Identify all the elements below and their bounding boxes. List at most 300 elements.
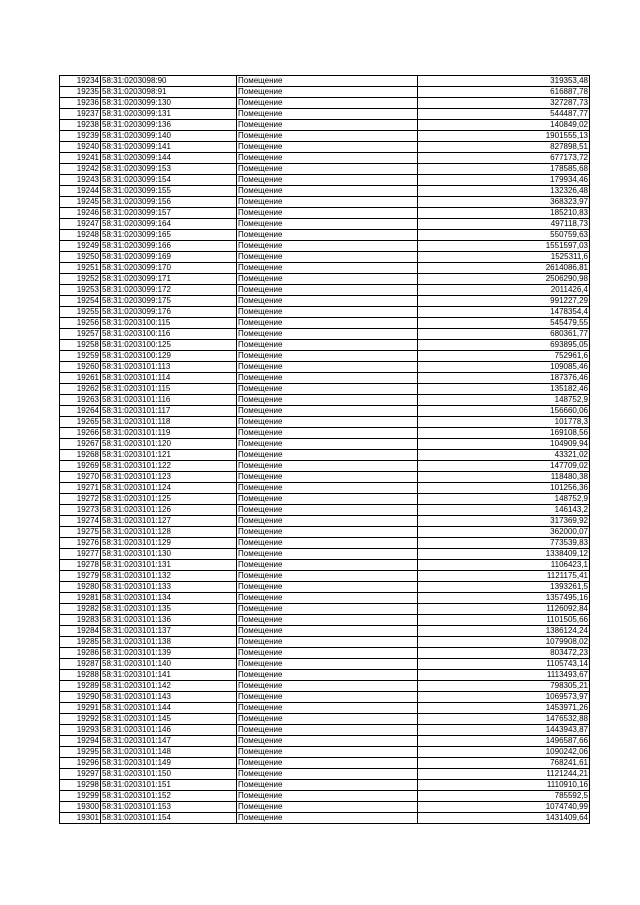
row-number-cell: 19275 xyxy=(60,527,101,538)
row-number-cell: 19248 xyxy=(60,230,101,241)
value-cell: 187376,46 xyxy=(418,373,590,384)
table-row xyxy=(60,604,590,615)
value-cell: 109085,46 xyxy=(418,362,590,373)
table-row xyxy=(60,208,590,219)
table-row xyxy=(60,252,590,263)
cadastral-number-cell: 58:31:0203101:130 xyxy=(101,549,237,560)
table-row xyxy=(60,516,590,527)
table-row xyxy=(60,703,590,714)
cadastral-number-cell: 58:31:0203101:154 xyxy=(101,813,237,824)
row-number-cell: 19264 xyxy=(60,406,101,417)
value-cell: 2506290,98 xyxy=(418,274,590,285)
object-type-cell: Помещение xyxy=(237,571,418,582)
table-row xyxy=(60,626,590,637)
object-type-cell: Помещение xyxy=(237,164,418,175)
cadastral-number-cell: 58:31:0203099:170 xyxy=(101,263,237,274)
value-cell: 1338409,12 xyxy=(418,549,590,560)
table-row xyxy=(60,714,590,725)
value-cell: 1478354,4 xyxy=(418,307,590,318)
value-cell: 798305,21 xyxy=(418,681,590,692)
object-type-cell: Помещение xyxy=(237,681,418,692)
cadastral-number-cell: 58:31:0203100:129 xyxy=(101,351,237,362)
object-type-cell: Помещение xyxy=(237,703,418,714)
data-table xyxy=(59,75,590,824)
table-row xyxy=(60,505,590,516)
object-type-cell: Помещение xyxy=(237,670,418,681)
row-number-cell: 19293 xyxy=(60,725,101,736)
cadastral-number-cell: 58:31:0203101:137 xyxy=(101,626,237,637)
object-type-cell: Помещение xyxy=(237,769,418,780)
cadastral-number-cell: 58:31:0203101:128 xyxy=(101,527,237,538)
cadastral-number-cell: 58:31:0203098:91 xyxy=(101,87,237,98)
value-cell: 768241,61 xyxy=(418,758,590,769)
table-row xyxy=(60,483,590,494)
row-number-cell: 19240 xyxy=(60,142,101,153)
table-row xyxy=(60,307,590,318)
object-type-cell: Помещение xyxy=(237,714,418,725)
object-type-cell: Помещение xyxy=(237,307,418,318)
value-cell: 1901555,13 xyxy=(418,131,590,142)
object-type-cell: Помещение xyxy=(237,736,418,747)
value-cell: 803472,23 xyxy=(418,648,590,659)
cadastral-number-cell: 58:31:0203101:134 xyxy=(101,593,237,604)
object-type-cell: Помещение xyxy=(237,439,418,450)
value-cell: 132326,48 xyxy=(418,186,590,197)
object-type-cell: Помещение xyxy=(237,296,418,307)
object-type-cell: Помещение xyxy=(237,274,418,285)
cadastral-number-cell: 58:31:0203101:120 xyxy=(101,439,237,450)
value-cell: 156660,06 xyxy=(418,406,590,417)
value-cell: 1431409,64 xyxy=(418,813,590,824)
value-cell: 1525311,6 xyxy=(418,252,590,263)
table-row xyxy=(60,230,590,241)
cadastral-number-cell: 58:31:0203098:90 xyxy=(101,76,237,87)
row-number-cell: 19254 xyxy=(60,296,101,307)
row-number-cell: 19297 xyxy=(60,769,101,780)
row-number-cell: 19280 xyxy=(60,582,101,593)
cadastral-number-cell: 58:31:0203101:144 xyxy=(101,703,237,714)
value-cell: 104909,94 xyxy=(418,439,590,450)
value-cell: 616887,78 xyxy=(418,87,590,98)
object-type-cell: Помещение xyxy=(237,329,418,340)
table-row xyxy=(60,527,590,538)
table-row xyxy=(60,373,590,384)
cadastral-number-cell: 58:31:0203099:157 xyxy=(101,208,237,219)
row-number-cell: 19292 xyxy=(60,714,101,725)
row-number-cell: 19245 xyxy=(60,197,101,208)
cadastral-number-cell: 58:31:0203099:154 xyxy=(101,175,237,186)
cadastral-number-cell: 58:31:0203099:171 xyxy=(101,274,237,285)
value-cell: 693895,05 xyxy=(418,340,590,351)
row-number-cell: 19288 xyxy=(60,670,101,681)
table-row xyxy=(60,549,590,560)
table-row xyxy=(60,813,590,824)
value-cell: 1443943,87 xyxy=(418,725,590,736)
cadastral-number-cell: 58:31:0203099:164 xyxy=(101,219,237,230)
object-type-cell: Помещение xyxy=(237,604,418,615)
object-type-cell: Помещение xyxy=(237,747,418,758)
table-row xyxy=(60,725,590,736)
value-cell: 327287,73 xyxy=(418,98,590,109)
value-cell: 785592,5 xyxy=(418,791,590,802)
table-row xyxy=(60,296,590,307)
cadastral-number-cell: 58:31:0203101:153 xyxy=(101,802,237,813)
cadastral-number-cell: 58:31:0203101:139 xyxy=(101,648,237,659)
value-cell: 1126092,84 xyxy=(418,604,590,615)
cadastral-number-cell: 58:31:0203099:144 xyxy=(101,153,237,164)
table-body xyxy=(60,76,590,824)
cadastral-number-cell: 58:31:0203101:136 xyxy=(101,615,237,626)
object-type-cell: Помещение xyxy=(237,494,418,505)
row-number-cell: 19238 xyxy=(60,120,101,131)
object-type-cell: Помещение xyxy=(237,252,418,263)
value-cell: 368323,97 xyxy=(418,197,590,208)
cadastral-number-cell: 58:31:0203101:149 xyxy=(101,758,237,769)
value-cell: 1357495,16 xyxy=(418,593,590,604)
value-cell: 178585,68 xyxy=(418,164,590,175)
value-cell: 169108,56 xyxy=(418,428,590,439)
table-row xyxy=(60,593,590,604)
table-row xyxy=(60,142,590,153)
object-type-cell: Помещение xyxy=(237,351,418,362)
cadastral-number-cell: 58:31:0203101:135 xyxy=(101,604,237,615)
table-row xyxy=(60,120,590,131)
object-type-cell: Помещение xyxy=(237,230,418,241)
row-number-cell: 19253 xyxy=(60,285,101,296)
table-row xyxy=(60,582,590,593)
table-row xyxy=(60,98,590,109)
object-type-cell: Помещение xyxy=(237,428,418,439)
object-type-cell: Помещение xyxy=(237,483,418,494)
object-type-cell: Помещение xyxy=(237,549,418,560)
cadastral-number-cell: 58:31:0203099:169 xyxy=(101,252,237,263)
object-type-cell: Помещение xyxy=(237,241,418,252)
table-row xyxy=(60,648,590,659)
cadastral-number-cell: 58:31:0203101:143 xyxy=(101,692,237,703)
cadastral-number-cell: 58:31:0203101:131 xyxy=(101,560,237,571)
table-row xyxy=(60,758,590,769)
value-cell: 677173,72 xyxy=(418,153,590,164)
row-number-cell: 19296 xyxy=(60,758,101,769)
cadastral-number-cell: 58:31:0203099:165 xyxy=(101,230,237,241)
cadastral-number-cell: 58:31:0203101:150 xyxy=(101,769,237,780)
table-row xyxy=(60,736,590,747)
value-cell: 1074740,99 xyxy=(418,802,590,813)
table-row xyxy=(60,131,590,142)
row-number-cell: 19283 xyxy=(60,615,101,626)
row-number-cell: 19300 xyxy=(60,802,101,813)
cadastral-number-cell: 58:31:0203100:125 xyxy=(101,340,237,351)
cadastral-number-cell: 58:31:0203101:114 xyxy=(101,373,237,384)
object-type-cell: Помещение xyxy=(237,318,418,329)
cadastral-number-cell: 58:31:0203101:115 xyxy=(101,384,237,395)
cadastral-number-cell: 58:31:0203101:142 xyxy=(101,681,237,692)
table-row xyxy=(60,87,590,98)
table-row xyxy=(60,670,590,681)
row-number-cell: 19272 xyxy=(60,494,101,505)
object-type-cell: Помещение xyxy=(237,527,418,538)
table-row xyxy=(60,263,590,274)
cadastral-number-cell: 58:31:0203099:156 xyxy=(101,197,237,208)
row-number-cell: 19267 xyxy=(60,439,101,450)
table-row xyxy=(60,362,590,373)
object-type-cell: Помещение xyxy=(237,505,418,516)
cadastral-number-cell: 58:31:0203101:121 xyxy=(101,450,237,461)
cadastral-number-cell: 58:31:0203101:119 xyxy=(101,428,237,439)
object-type-cell: Помещение xyxy=(237,406,418,417)
row-number-cell: 19279 xyxy=(60,571,101,582)
cadastral-number-cell: 58:31:0203101:133 xyxy=(101,582,237,593)
row-number-cell: 19261 xyxy=(60,373,101,384)
table-row xyxy=(60,769,590,780)
object-type-cell: Помещение xyxy=(237,417,418,428)
object-type-cell: Помещение xyxy=(237,208,418,219)
object-type-cell: Помещение xyxy=(237,131,418,142)
value-cell: 680361,77 xyxy=(418,329,590,340)
object-type-cell: Помещение xyxy=(237,593,418,604)
row-number-cell: 19255 xyxy=(60,307,101,318)
value-cell: 1106423,1 xyxy=(418,560,590,571)
cadastral-number-cell: 58:31:0203099:131 xyxy=(101,109,237,120)
cadastral-number-cell: 58:31:0203101:147 xyxy=(101,736,237,747)
table-row xyxy=(60,340,590,351)
object-type-cell: Помещение xyxy=(237,362,418,373)
row-number-cell: 19257 xyxy=(60,329,101,340)
table-row xyxy=(60,406,590,417)
row-number-cell: 19284 xyxy=(60,626,101,637)
value-cell: 991227,29 xyxy=(418,296,590,307)
object-type-cell: Помещение xyxy=(237,263,418,274)
value-cell: 1121175,41 xyxy=(418,571,590,582)
value-cell: 317369,92 xyxy=(418,516,590,527)
cadastral-number-cell: 58:31:0203101:122 xyxy=(101,461,237,472)
table-row xyxy=(60,186,590,197)
object-type-cell: Помещение xyxy=(237,582,418,593)
table-row xyxy=(60,109,590,120)
cadastral-number-cell: 58:31:0203099:136 xyxy=(101,120,237,131)
row-number-cell: 19287 xyxy=(60,659,101,670)
object-type-cell: Помещение xyxy=(237,450,418,461)
cadastral-number-cell: 58:31:0203101:126 xyxy=(101,505,237,516)
object-type-cell: Помещение xyxy=(237,186,418,197)
cadastral-number-cell: 58:31:0203101:145 xyxy=(101,714,237,725)
object-type-cell: Помещение xyxy=(237,560,418,571)
row-number-cell: 19266 xyxy=(60,428,101,439)
object-type-cell: Помещение xyxy=(237,813,418,824)
value-cell: 118480,38 xyxy=(418,472,590,483)
row-number-cell: 19246 xyxy=(60,208,101,219)
row-number-cell: 19234 xyxy=(60,76,101,87)
row-number-cell: 19262 xyxy=(60,384,101,395)
cadastral-number-cell: 58:31:0203101:116 xyxy=(101,395,237,406)
row-number-cell: 19270 xyxy=(60,472,101,483)
table-row xyxy=(60,472,590,483)
row-number-cell: 19271 xyxy=(60,483,101,494)
row-number-cell: 19241 xyxy=(60,153,101,164)
table-row xyxy=(60,747,590,758)
value-cell: 1386124,24 xyxy=(418,626,590,637)
object-type-cell: Помещение xyxy=(237,626,418,637)
row-number-cell: 19268 xyxy=(60,450,101,461)
table-row xyxy=(60,659,590,670)
row-number-cell: 19263 xyxy=(60,395,101,406)
object-type-cell: Помещение xyxy=(237,285,418,296)
value-cell: 1105743,14 xyxy=(418,659,590,670)
table-row xyxy=(60,395,590,406)
table-row xyxy=(60,560,590,571)
cadastral-number-cell: 58:31:0203099:166 xyxy=(101,241,237,252)
table-row xyxy=(60,318,590,329)
row-number-cell: 19239 xyxy=(60,131,101,142)
table-row xyxy=(60,461,590,472)
cadastral-number-cell: 58:31:0203101:129 xyxy=(101,538,237,549)
row-number-cell: 19276 xyxy=(60,538,101,549)
object-type-cell: Помещение xyxy=(237,384,418,395)
object-type-cell: Помещение xyxy=(237,98,418,109)
row-number-cell: 19259 xyxy=(60,351,101,362)
row-number-cell: 19243 xyxy=(60,175,101,186)
value-cell: 1079908,02 xyxy=(418,637,590,648)
table-row xyxy=(60,329,590,340)
value-cell: 101778,3 xyxy=(418,417,590,428)
object-type-cell: Помещение xyxy=(237,725,418,736)
row-number-cell: 19277 xyxy=(60,549,101,560)
object-type-cell: Помещение xyxy=(237,802,418,813)
cadastral-number-cell: 58:31:0203101:124 xyxy=(101,483,237,494)
value-cell: 545479,55 xyxy=(418,318,590,329)
table-row xyxy=(60,428,590,439)
object-type-cell: Помещение xyxy=(237,153,418,164)
row-number-cell: 19286 xyxy=(60,648,101,659)
table-row xyxy=(60,571,590,582)
row-number-cell: 19290 xyxy=(60,692,101,703)
table-row xyxy=(60,351,590,362)
value-cell: 1113493,67 xyxy=(418,670,590,681)
row-number-cell: 19282 xyxy=(60,604,101,615)
cadastral-number-cell: 58:31:0203101:123 xyxy=(101,472,237,483)
row-number-cell: 19247 xyxy=(60,219,101,230)
row-number-cell: 19237 xyxy=(60,109,101,120)
object-type-cell: Помещение xyxy=(237,461,418,472)
table-row xyxy=(60,274,590,285)
object-type-cell: Помещение xyxy=(237,637,418,648)
row-number-cell: 19258 xyxy=(60,340,101,351)
row-number-cell: 19269 xyxy=(60,461,101,472)
row-number-cell: 19256 xyxy=(60,318,101,329)
value-cell: 140849,02 xyxy=(418,120,590,131)
value-cell: 544487,77 xyxy=(418,109,590,120)
value-cell: 752961,6 xyxy=(418,351,590,362)
row-number-cell: 19274 xyxy=(60,516,101,527)
row-number-cell: 19265 xyxy=(60,417,101,428)
value-cell: 1551597,03 xyxy=(418,241,590,252)
table-row xyxy=(60,692,590,703)
table-row xyxy=(60,494,590,505)
value-cell: 827898,51 xyxy=(418,142,590,153)
object-type-cell: Помещение xyxy=(237,615,418,626)
table-row xyxy=(60,681,590,692)
cadastral-number-cell: 58:31:0203101:117 xyxy=(101,406,237,417)
table-row xyxy=(60,450,590,461)
value-cell: 1110910,16 xyxy=(418,780,590,791)
object-type-cell: Помещение xyxy=(237,395,418,406)
object-type-cell: Помещение xyxy=(237,780,418,791)
value-cell: 179934,46 xyxy=(418,175,590,186)
object-type-cell: Помещение xyxy=(237,142,418,153)
value-cell: 101256,36 xyxy=(418,483,590,494)
table-row xyxy=(60,197,590,208)
row-number-cell: 19281 xyxy=(60,593,101,604)
row-number-cell: 19289 xyxy=(60,681,101,692)
table-row xyxy=(60,615,590,626)
table-row xyxy=(60,538,590,549)
value-cell: 135182,46 xyxy=(418,384,590,395)
object-type-cell: Помещение xyxy=(237,791,418,802)
object-type-cell: Помещение xyxy=(237,120,418,131)
cadastral-number-cell: 58:31:0203101:152 xyxy=(101,791,237,802)
cadastral-number-cell: 58:31:0203101:140 xyxy=(101,659,237,670)
cadastral-number-cell: 58:31:0203099:153 xyxy=(101,164,237,175)
cadastral-number-cell: 58:31:0203099:130 xyxy=(101,98,237,109)
value-cell: 1496587,66 xyxy=(418,736,590,747)
table-row xyxy=(60,285,590,296)
row-number-cell: 19301 xyxy=(60,813,101,824)
value-cell: 148752,9 xyxy=(418,395,590,406)
value-cell: 146143,2 xyxy=(418,505,590,516)
object-type-cell: Помещение xyxy=(237,516,418,527)
cadastral-number-cell: 58:31:0203101:118 xyxy=(101,417,237,428)
row-number-cell: 19299 xyxy=(60,791,101,802)
table-row xyxy=(60,175,590,186)
value-cell: 185210,83 xyxy=(418,208,590,219)
row-number-cell: 19235 xyxy=(60,87,101,98)
cadastral-number-cell: 58:31:0203100:115 xyxy=(101,318,237,329)
object-type-cell: Помещение xyxy=(237,659,418,670)
object-type-cell: Помещение xyxy=(237,197,418,208)
row-number-cell: 19250 xyxy=(60,252,101,263)
table-row xyxy=(60,384,590,395)
table-row xyxy=(60,219,590,230)
row-number-cell: 19242 xyxy=(60,164,101,175)
object-type-cell: Помещение xyxy=(237,87,418,98)
row-number-cell: 19260 xyxy=(60,362,101,373)
object-type-cell: Помещение xyxy=(237,219,418,230)
table-row xyxy=(60,802,590,813)
cadastral-number-cell: 58:31:0203101:151 xyxy=(101,780,237,791)
cadastral-number-cell: 58:31:0203101:146 xyxy=(101,725,237,736)
cadastral-number-cell: 58:31:0203099:175 xyxy=(101,296,237,307)
row-number-cell: 19291 xyxy=(60,703,101,714)
value-cell: 1393261,5 xyxy=(418,582,590,593)
row-number-cell: 19236 xyxy=(60,98,101,109)
object-type-cell: Помещение xyxy=(237,340,418,351)
row-number-cell: 19273 xyxy=(60,505,101,516)
object-type-cell: Помещение xyxy=(237,175,418,186)
table-row xyxy=(60,791,590,802)
value-cell: 362000,07 xyxy=(418,527,590,538)
cadastral-number-cell: 58:31:0203101:113 xyxy=(101,362,237,373)
object-type-cell: Помещение xyxy=(237,472,418,483)
cadastral-number-cell: 58:31:0203099:140 xyxy=(101,131,237,142)
value-cell: 1476532,88 xyxy=(418,714,590,725)
object-type-cell: Помещение xyxy=(237,76,418,87)
value-cell: 43321,02 xyxy=(418,450,590,461)
object-type-cell: Помещение xyxy=(237,109,418,120)
table-row xyxy=(60,439,590,450)
object-type-cell: Помещение xyxy=(237,538,418,549)
cadastral-number-cell: 58:31:0203101:125 xyxy=(101,494,237,505)
table-row xyxy=(60,241,590,252)
